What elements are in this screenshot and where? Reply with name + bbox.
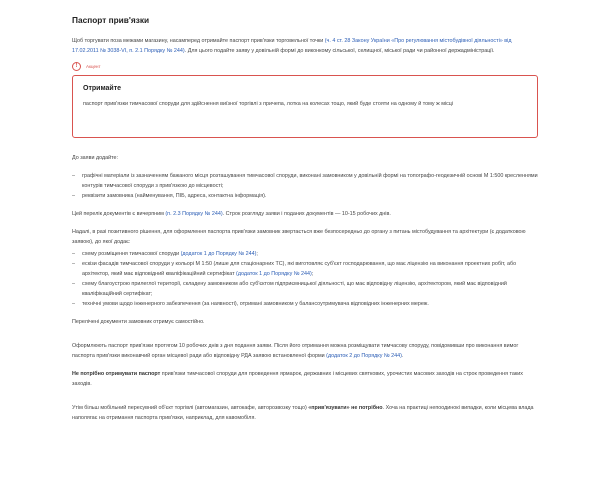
list-item-tail: ; xyxy=(311,271,314,277)
exhaustive-paragraph xyxy=(72,209,538,219)
list-item-text: схему благоустрою прилеглої території, складену замовником або суб'єктом підприємницької діяльності, що має відповідну ліцензію, архітектором, який має відповідний кваліфікаційний сертифікат; xyxy=(82,281,507,297)
list-item-text: схему розміщення тимчасової споруди xyxy=(82,251,181,257)
issue-paragraph xyxy=(72,341,538,361)
list-item xyxy=(72,299,538,309)
mobile-paragraph xyxy=(72,403,538,423)
appendix-link[interactable]: (додаток 1 до Порядку № 244) xyxy=(236,271,312,277)
list-item-tail: ; xyxy=(256,251,258,257)
exhaustive-post: . Строк розгляду заяви і поданих документів — 10-15 робочих днів. xyxy=(222,211,391,217)
list-item-text: ескізи фасадів тимчасової споруди у кольорі М 1:50 (лише для стаціонарних ТС), які виготовляє суб'єкт господарювання, що має ліцензію на виконання проектних робіт, або архітектор, який має відповідний кваліфікаційний сертифікат xyxy=(82,261,517,277)
issue-post: . xyxy=(401,353,404,359)
exhaustive2-paragraph: Перелічені документи замовник отримує самостійно. xyxy=(72,319,205,325)
callout-text: паспорт прив'язки тимчасової споруди для здійснення виїзної торгівлі з причепа, лотка на колесах тощо, який буде стояти на одному й тому ж місці xyxy=(83,101,454,107)
exhaustive-pre: Цей перелік документів є вичерпним xyxy=(72,211,166,217)
no-passport-paragraph xyxy=(72,369,538,389)
intro-paragraph xyxy=(72,36,538,56)
appendix-link[interactable]: (додаток 1 до Порядку № 244) xyxy=(180,251,257,257)
callout-title: Отримайте xyxy=(83,85,122,92)
list-item xyxy=(72,249,538,259)
law-reference-link[interactable]: (ч. 4 ст. 28 Закону України «Про регулювання містобудівної діяльності» від 17.02.2011 № 3038-VI, п. 2.1 Порядку № 244) xyxy=(72,38,512,54)
page-title: Паспорт прив'язки xyxy=(72,15,150,25)
no-passport-bold: Не потрібно отримувати паспорт xyxy=(72,371,161,377)
mobile-pre: Утім більш мобільний пересувний об'єкт торгівлі (автомагазин, автокафе, авторозвозку тощо) xyxy=(72,405,309,411)
positive-list xyxy=(72,249,538,309)
mobile-post: . Хоча на практиці непоодинокі випадки, коли місцева влада наполягає на отримання паспорта прив'язки, наприклад, для кавомобіля. xyxy=(72,405,534,421)
no-passport-text: прив'язки тимчасової споруди для проведення ярмарок, державних і місцевих святкових, урочистих масових заходів на строк проведення таких заходів. xyxy=(72,371,523,387)
list-item-text: технічні умови щодо інженерного забезпечення (за наявності), отримані замовником у балансоутримувача відповідних інженерних мереж. xyxy=(82,301,429,307)
appendix-link[interactable]: (додаток 2 до Порядку № 244) xyxy=(326,353,402,359)
attach-heading: До заяви додайте: xyxy=(72,155,119,161)
issue-pre: Оформлюють паспорт прив'язки протягом 10 робочих днів з дня подання заяви. Після його отримання можна розміщувати тимчасову споруду, повідомивши про виконання вимог паспорта прив'язки виконавчий орган місцевої ради або відповідну РДА заявою встановленої форми xyxy=(72,343,519,359)
intro-text: Щоб торгувати поза межами магазину, насамперед отримайте паспорт прив'язки торговельної точки xyxy=(72,38,325,44)
accent-callout xyxy=(72,75,538,138)
mobile-bold: «прив'язувати» не потрібно xyxy=(308,405,383,411)
list-item: – графічні матеріали із зазначенням бажаного місця розташування тимчасової споруди, виконані замовником у довільній формі на топографо-геодезичній основі М 1:500 кресленнями контурів тимчасової споруди з прив'язкою до місцевості; xyxy=(72,171,538,191)
positive-paragraph: Надалі, в разі позитивного рішення, для оформлення паспорта прив'язки замовник звертається вже безпосередньо до органу з питань містобудування та архітектури (є додатковою заявою), до якої додає: xyxy=(72,229,526,245)
exclamation-icon: ! xyxy=(72,62,81,71)
attach-list xyxy=(72,171,538,201)
intro-tail: . Для цього подайте заяву у довільній формі до виконкому сільської, селищної, міської ради чи районної держадміністрації. xyxy=(184,48,495,54)
procedure-link[interactable]: (п. 2.3 Порядку № 244) xyxy=(165,211,223,217)
list-item xyxy=(72,259,538,279)
accent-header xyxy=(72,60,538,72)
accent-label: Акцент xyxy=(86,63,101,69)
list-item: – реквізити замовника (найменування, ПІБ, адреса, контактна інформація). xyxy=(72,191,538,201)
list-item xyxy=(72,279,538,299)
